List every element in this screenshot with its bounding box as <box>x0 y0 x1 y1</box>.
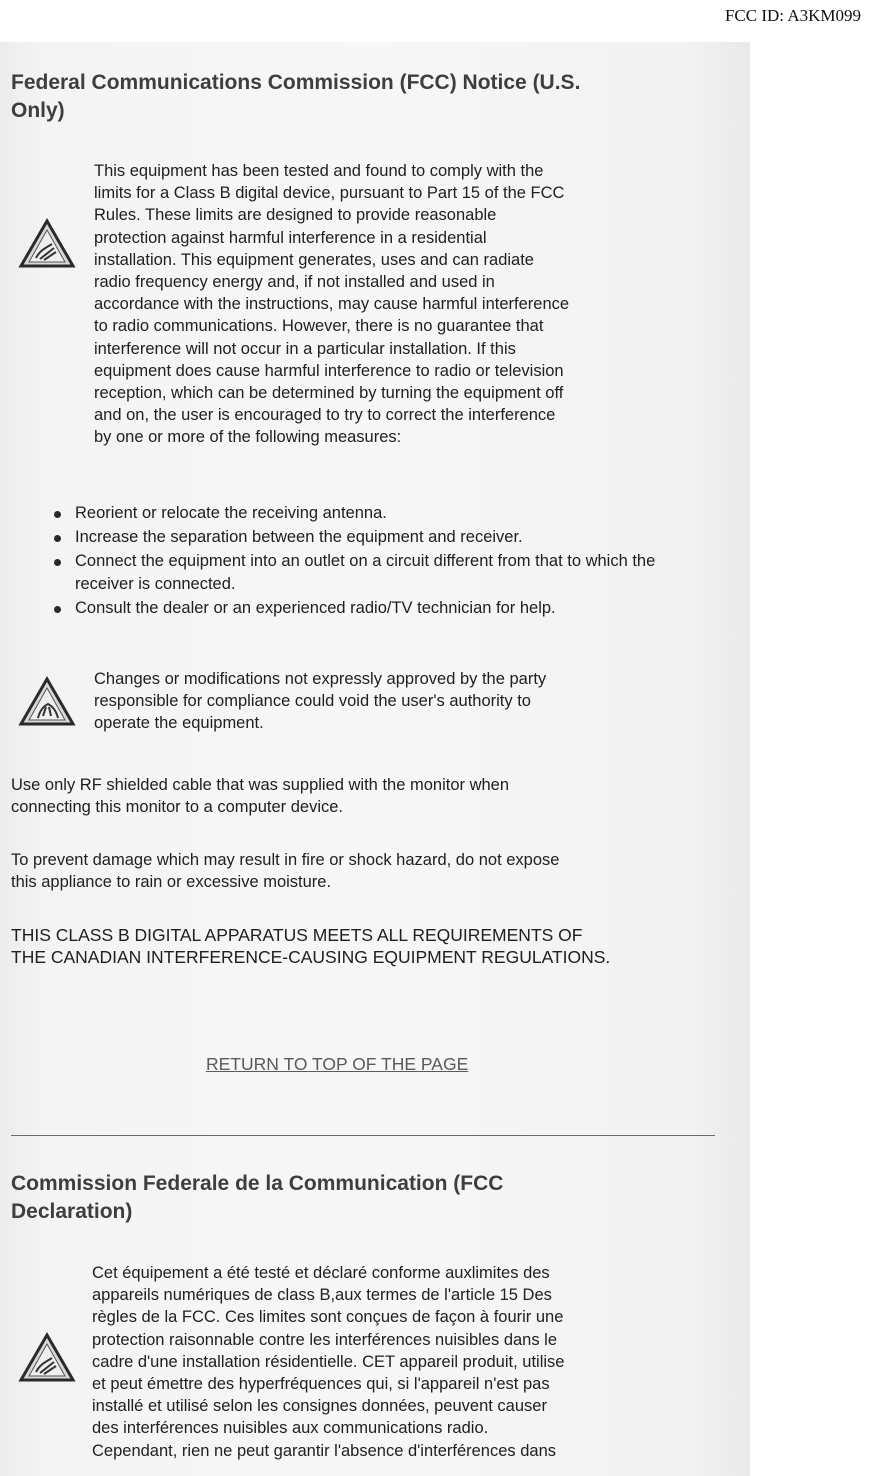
rf-cable-paragraph <box>11 774 711 818</box>
warning-hand-icon <box>18 676 76 728</box>
fcc-notice-title <box>11 69 711 125</box>
text-line: Rules. These limits are designed to provide reasonable <box>94 206 497 225</box>
changes-paragraph <box>94 668 714 735</box>
fcc-id-label: FCC ID: A3KM099 <box>724 6 861 25</box>
text-line: Changes or modifications not expressly approved by the party <box>94 670 547 688</box>
text-line: installé et utilisé selon les consignes données, peuvent causer <box>92 1397 547 1416</box>
canada-regulations-paragraph <box>11 924 731 968</box>
text-line: equipment does cause harmful interference to radio or television <box>94 361 564 380</box>
text-line: THIS CLASS B DIGITAL APPARATUS MEETS ALL REQUIREMENTS OF <box>11 925 583 945</box>
text-line: connecting this monitor to a computer device. <box>11 798 344 817</box>
fcc-declaration-title <box>11 1170 711 1226</box>
text-line: and on, the user is encouraged to try to correct the interference <box>94 406 556 425</box>
text-line: protection against harmful interference in a residential <box>94 228 487 247</box>
measures-list <box>48 502 728 621</box>
text-line: appareils numériques de class B,aux termes de l'article 15 Des <box>92 1286 552 1305</box>
text-line: To prevent damage which may result in fire or shock hazard, do not expose <box>11 851 560 869</box>
text-line: Cet équipement a été testé et déclaré conforme auxlimites des <box>92 1264 550 1282</box>
text-line: Cependant, rien ne peut garantir l'absence d'interférences dans <box>92 1441 557 1460</box>
list-item: Increase the separation between the equipment and receiver. <box>48 526 728 548</box>
text-line: et peut émettre des hyperfréquences qui, si l'appareil n'est pas <box>92 1375 550 1394</box>
text-line: by one or more of the following measures: <box>94 428 402 447</box>
text-line: installation. This equipment generates, uses and can radiate <box>94 250 534 269</box>
text-line: protection raisonnable contre les interférences nuisibles dans le <box>92 1330 558 1349</box>
text-line: this appliance to rain or excessive moisture. <box>11 873 332 892</box>
text-line: radio frequency energy and, if not installed and used in <box>94 273 495 292</box>
text-line: responsible for compliance could void the user's authority to <box>94 692 531 711</box>
fcc-declaration-title-line: Commission Federale de la Communication (FCC <box>11 1172 504 1195</box>
fcc-declaration-title-line: Declaration) <box>11 1200 133 1223</box>
text-line: limits for a Class B digital device, pursuant to Part 15 of the FCC <box>94 184 565 203</box>
damage-paragraph <box>11 849 721 893</box>
fcc-notice-title-line: Federal Communications Commission (FCC) Notice (U.S. <box>11 71 581 94</box>
text-line: THE CANADIAN INTERFERENCE-CAUSING EQUIPMENT REGULATIONS. <box>11 947 611 968</box>
text-line: Use only RF shielded cable that was supplied with the monitor when <box>11 776 510 794</box>
section-divider <box>11 1135 715 1136</box>
text-line: reception, which can be determined by turning the equipment off <box>94 384 564 403</box>
text-line: interference will not occur in a particular installation. If this <box>94 339 516 358</box>
warning-hand-icon <box>18 1332 76 1384</box>
text-line: operate the equipment. <box>94 714 264 733</box>
return-to-top-link[interactable]: RETURN TO TOP OF THE PAGE <box>206 1054 469 1074</box>
text-line: to radio communications. However, there is no guarantee that <box>94 317 544 336</box>
fcc-intro-paragraph <box>94 160 724 449</box>
fcc-declaration-paragraph <box>92 1262 732 1462</box>
text-line: This equipment has been tested and found to comply with the <box>94 162 544 180</box>
text-line: des interférences nuisibles aux communications radio. <box>92 1419 489 1438</box>
fcc-notice-title-line: Only) <box>11 99 65 122</box>
warning-hand-icon <box>18 218 76 270</box>
text-line: accordance with the instructions, may cause harmful interference <box>94 295 570 314</box>
list-item: Reorient or relocate the receiving antenna. <box>48 502 728 524</box>
text-line: cadre d'une installation résidentielle. CET appareil produit, utilise <box>92 1352 565 1371</box>
list-item: Connect the equipment into an outlet on a circuit different from that to which the receiver is connected. <box>48 550 728 594</box>
text-line: règles de la FCC. Ces limites sont conçues de façon à fourir une <box>92 1308 564 1327</box>
list-item: Consult the dealer or an experienced radio/TV technician for help. <box>48 597 728 619</box>
